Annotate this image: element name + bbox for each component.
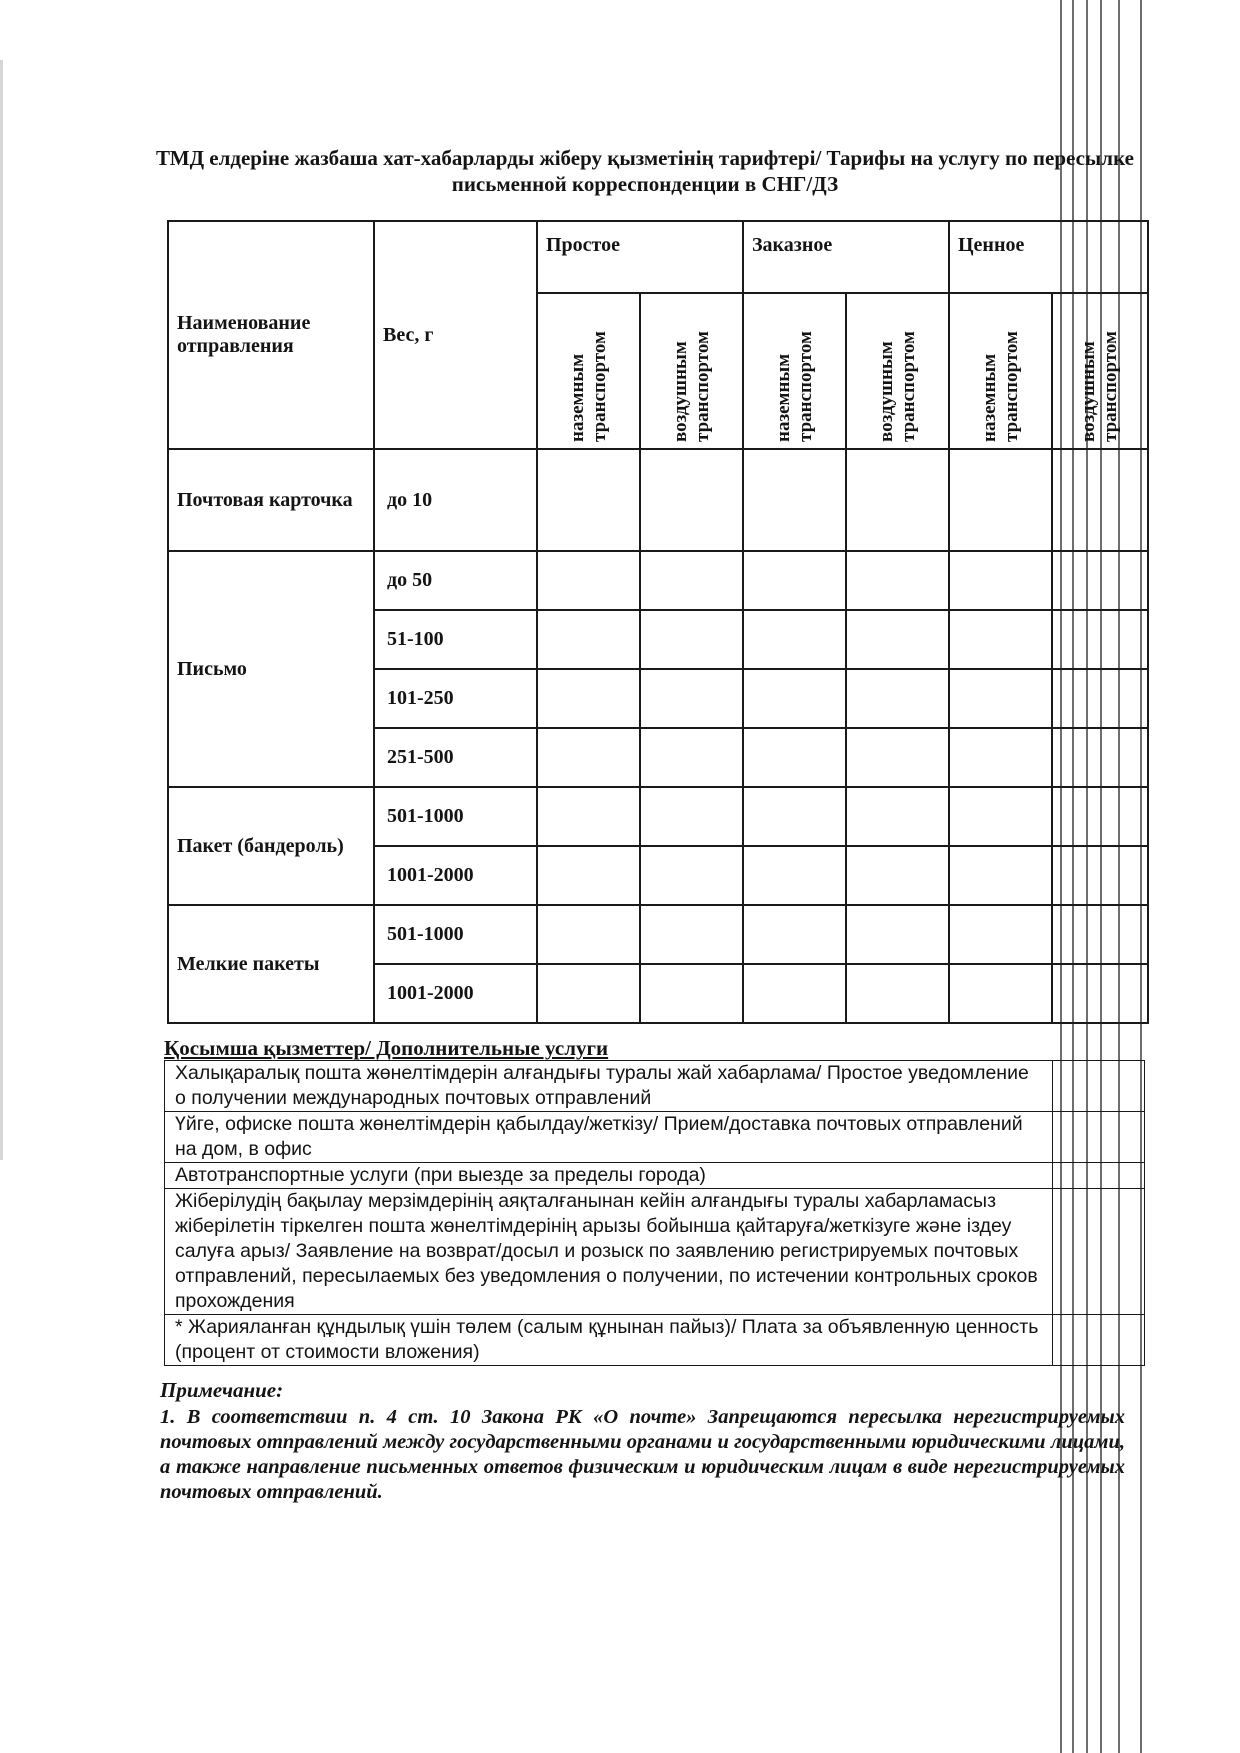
extra-service-text: Халықаралық пошта жөнелтімдерін алғандығы туралы жай хабарлама/ Простое уведомление о получении международных почтовых отправлений [165, 1061, 1053, 1112]
subheader-air: воздушным транспортом [640, 293, 743, 449]
extra-service-text: Үйге, офиске пошта жөнелтімдерін қабылдау/жеткізу/ Прием/доставка почтовых отправлений на дом, в офис [165, 1112, 1053, 1163]
scan-edge-shadow [0, 60, 3, 1160]
row-weight: 101-250 [374, 669, 537, 728]
group-header-valuable: Ценное [949, 221, 1148, 293]
group-header-registered: Заказное [743, 221, 949, 293]
row-name: Почтовая карточка [168, 449, 374, 551]
extra-services-table [164, 1060, 1145, 1366]
row-weight: 51-100 [374, 610, 537, 669]
subheader-ground: наземным транспортом [743, 293, 846, 449]
subheader-ground: наземным транспортом [949, 293, 1052, 449]
table-row [168, 449, 1148, 551]
table-row [168, 787, 1148, 846]
column-header-name: Наименование отправления [168, 221, 374, 449]
extra-service-text: Автотранспортные услуги (при выезде за пределы города) [165, 1163, 1053, 1189]
list-item [165, 1061, 1145, 1112]
extra-services-heading: Қосымша қызметтер/ Дополнительные услуги [164, 1036, 609, 1060]
tariff-table [167, 220, 1149, 1024]
list-item [165, 1112, 1145, 1163]
subheader-ground: наземным транспортом [537, 293, 640, 449]
row-weight: 501-1000 [374, 787, 537, 846]
row-name: Пакет (бандероль) [168, 787, 374, 905]
row-weight: 251-500 [374, 728, 537, 787]
row-weight: до 10 [374, 449, 537, 551]
column-header-weight: Вес, г [374, 221, 537, 449]
row-weight: 1001-2000 [374, 964, 537, 1023]
row-weight: до 50 [374, 551, 537, 610]
row-weight: 1001-2000 [374, 846, 537, 905]
note-heading: Примечание: [160, 1378, 284, 1402]
table-row [168, 551, 1148, 610]
extra-service-text: * Жарияланған құндылық үшін төлем (салым құнынан пайыз)/ Плата за объявленную ценность (процент от стоимости вложения) [165, 1315, 1053, 1366]
row-weight: 501-1000 [374, 905, 537, 964]
table-row [168, 905, 1148, 964]
document-title: ТМД елдеріне жазбаша хат-хабарларды жіберу қызметінің тарифтері/ Тарифы на услугу по пересылке письменной корреспонденции в СНГ/ДЗ [156, 146, 1134, 196]
row-name: Письмо [168, 551, 374, 787]
list-item [165, 1163, 1145, 1189]
table-header-row [168, 221, 1148, 293]
note-text: 1. В соответствии п. 4 ст. 10 Закона РК «О почте» Запрещаются пересылка нерегистрируемых почтовых отправлений между государственными органами и государственными юридическими лицами, а также направление письменных ответов физическим и юридическим лицам в виде нерегистрируемых почтовых отправлений. [160, 1406, 1125, 1503]
subheader-air: воздушным транспортом [1052, 293, 1148, 449]
list-item [165, 1315, 1145, 1366]
list-item [165, 1189, 1145, 1315]
extra-service-text: Жіберілудің бақылау мерзімдерінің аяқталғанынан кейін алғандығы туралы хабарламасыз жіберілетін тіркелген пошта жөнелтімдерінің арызы бойынша қайтаруға/жеткізуге және іздеу салуға арыз/ Заявление на возврат/досыл и розыск по заявлению регистрируемых почтовых отправлений, пересылаемых без уведомления о получении, по истечении контрольных сроков прохождения [165, 1189, 1053, 1315]
subheader-air: воздушным транспортом [846, 293, 949, 449]
group-header-simple: Простое [537, 221, 743, 293]
row-name: Мелкие пакеты [168, 905, 374, 1023]
